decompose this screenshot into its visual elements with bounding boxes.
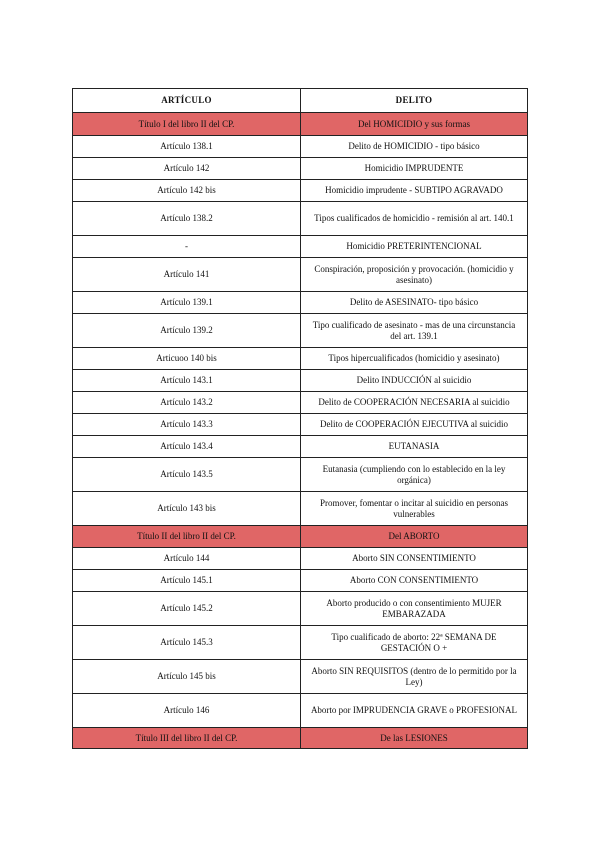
articulo-cell: Artículo 145.1 [73, 570, 301, 592]
articles-table [72, 88, 528, 749]
articulo-cell: Artículo 144 [73, 548, 301, 570]
delito-cell: EUTANASIA [301, 436, 528, 458]
delito-cell: Delito de ASESINATO- tipo básico [301, 292, 528, 314]
articulo-cell: Artículo 145.2 [73, 592, 301, 626]
delito-cell: Delito de COOPERACIÓN EJECUTIVA al suicidio [301, 414, 528, 436]
delito-cell: Homicidio imprudente - SUBTIPO AGRAVADO [301, 180, 528, 202]
table-row [73, 258, 528, 292]
delito-cell: Tipo cualificado de asesinato - mas de una circunstancia del art. 139.1 [301, 314, 528, 348]
table-row [73, 314, 528, 348]
delito-cell: Aborto producido o con consentimiento MUJER EMBARAZADA [301, 592, 528, 626]
table-row [73, 348, 528, 370]
delito-cell: Homicidio PRETERINTENCIONAL [301, 236, 528, 258]
articulo-cell: Artículo 142 [73, 158, 301, 180]
articulo-cell: Artículo 139.2 [73, 314, 301, 348]
delito-cell: Homicidio IMPRUDENTE [301, 158, 528, 180]
section-subject: De las LESIONES [301, 728, 528, 749]
articulo-cell: Artículo 145.3 [73, 626, 301, 660]
articulo-cell: Artículo 143 bis [73, 492, 301, 526]
articulo-cell: Artículo 139.1 [73, 292, 301, 314]
articulo-cell: Artículo 145 bis [73, 660, 301, 694]
table-row [73, 660, 528, 694]
table-row [73, 492, 528, 526]
delito-cell: Promover, fomentar o incitar al suicidio en personas vulnerables [301, 492, 528, 526]
table-row [73, 458, 528, 492]
table-row [73, 392, 528, 414]
articulo-cell: Artículo 146 [73, 694, 301, 728]
delito-cell: Delito de HOMICIDIO - tipo básico [301, 136, 528, 158]
delito-cell: Delito INDUCCIÓN al suicidio [301, 370, 528, 392]
section-title: Título III del libro II del CP. [73, 728, 301, 749]
articulo-cell: Artículo 138.2 [73, 202, 301, 236]
section-title: Título I del libro II del CP. [73, 113, 301, 136]
section-row [73, 113, 528, 136]
delito-cell: Aborto SIN REQUISITOS (dentro de lo permitido por la Ley) [301, 660, 528, 694]
table-header-row [73, 89, 528, 113]
delito-cell: Tipo cualificado de aborto: 22ª SEMANA DE GESTACIÓN O + [301, 626, 528, 660]
delito-cell: Eutanasia (cumpliendo con lo establecido en la ley orgánica) [301, 458, 528, 492]
articulo-cell: Artículo 141 [73, 258, 301, 292]
header-delito: DELITO [301, 89, 528, 113]
table-row [73, 136, 528, 158]
section-subject: Del HOMICIDIO y sus formas [301, 113, 528, 136]
delito-cell: Tipos hipercualificados (homicidio y asesinato) [301, 348, 528, 370]
table-row [73, 180, 528, 202]
delito-cell: Aborto CON CONSENTIMIENTO [301, 570, 528, 592]
articulo-cell: Artículo 143.4 [73, 436, 301, 458]
section-title: Título II del libro II del CP. [73, 526, 301, 548]
section-row [73, 526, 528, 548]
articulo-cell: Artículo 143.3 [73, 414, 301, 436]
table-row [73, 570, 528, 592]
section-subject: Del ABORTO [301, 526, 528, 548]
table-row [73, 626, 528, 660]
delito-cell: Tipos cualificados de homicidio - remisión al art. 140.1 [301, 202, 528, 236]
articulo-cell: Artículo 143.2 [73, 392, 301, 414]
articulo-cell: Artículo 142 bis [73, 180, 301, 202]
table-row [73, 236, 528, 258]
delito-cell: Conspiración, proposición y provocación. (homicidio y asesinato) [301, 258, 528, 292]
delito-cell: Delito de COOPERACIÓN NECESARIA al suicidio [301, 392, 528, 414]
section-row [73, 728, 528, 749]
table-row [73, 414, 528, 436]
articulo-cell: - [73, 236, 301, 258]
header-articulo: ARTÍCULO [73, 89, 301, 113]
delito-cell: Aborto SIN CONSENTIMIENTO [301, 548, 528, 570]
table-row [73, 548, 528, 570]
table-row [73, 694, 528, 728]
table-row [73, 370, 528, 392]
delito-cell: Aborto por IMPRUDENCIA GRAVE o PROFESIONAL [301, 694, 528, 728]
table-row [73, 158, 528, 180]
articulo-cell: Artículo 138.1 [73, 136, 301, 158]
articulo-cell: Artículo 143.1 [73, 370, 301, 392]
articulo-cell: Articuoo 140 bis [73, 348, 301, 370]
table-row [73, 292, 528, 314]
table-row [73, 202, 528, 236]
table-row [73, 436, 528, 458]
articulo-cell: Artículo 143.5 [73, 458, 301, 492]
table-row [73, 592, 528, 626]
